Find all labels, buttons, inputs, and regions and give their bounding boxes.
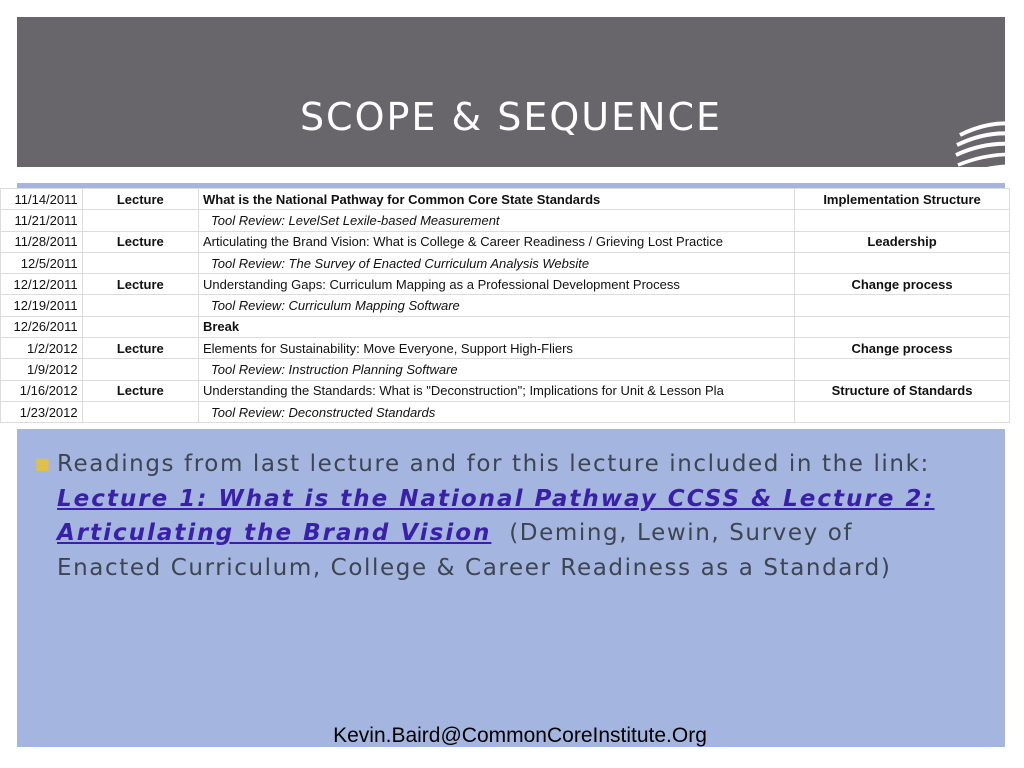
topic-cell: Tool Review: LevelSet Lexile-based Measurement	[198, 210, 794, 231]
date-cell: 11/21/2011	[1, 210, 83, 231]
footer-email: Kevin.Baird@CommonCoreInstitute.Org	[333, 724, 707, 747]
table-row	[1, 274, 1010, 295]
type-cell: Lecture	[82, 380, 198, 401]
theme-cell: Implementation Structure	[795, 189, 1010, 210]
date-cell: 12/19/2011	[1, 295, 83, 316]
topic-cell: Tool Review: Instruction Planning Software	[198, 359, 794, 380]
slide-title: SCOPE & SEQUENCE	[299, 95, 723, 139]
theme-cell	[795, 252, 1010, 273]
type-cell: Lecture	[82, 231, 198, 252]
date-cell: 1/2/2012	[1, 338, 83, 359]
topic-cell: Tool Review: Deconstructed Standards	[198, 401, 794, 422]
topic-cell: Understanding the Standards: What is "Deconstruction"; Implications for Unit & Lesson Pla	[198, 380, 794, 401]
bullet-tail-text: (Deming, Lewin, Survey of Enacted Curriculum, College & Career Readiness as a Standard)	[57, 520, 892, 581]
wave-logo-icon	[952, 115, 1022, 185]
schedule-table	[0, 188, 1010, 423]
theme-cell: Change process	[795, 274, 1010, 295]
topic-cell: Understanding Gaps: Curriculum Mapping as a Professional Development Process	[198, 274, 794, 295]
theme-cell: Leadership	[795, 231, 1010, 252]
table-row	[1, 338, 1010, 359]
table-row	[1, 316, 1010, 337]
date-cell: 12/5/2011	[1, 252, 83, 273]
content-area	[17, 429, 1005, 747]
theme-cell	[795, 210, 1010, 231]
bullet-square-icon: ■	[35, 454, 52, 473]
type-cell	[82, 316, 198, 337]
table-row	[1, 210, 1010, 231]
type-cell	[82, 295, 198, 316]
table-row	[1, 401, 1010, 422]
theme-cell	[795, 295, 1010, 316]
bullet-item	[35, 447, 947, 585]
topic-cell: Tool Review: The Survey of Enacted Curriculum Analysis Website	[198, 252, 794, 273]
theme-cell	[795, 316, 1010, 337]
date-cell: 12/12/2011	[1, 274, 83, 295]
bullet-lead-text: Readings from last lecture and for this lecture included in the link:	[57, 451, 930, 477]
title-band	[17, 17, 1005, 167]
table-row	[1, 231, 1010, 252]
date-cell: 11/14/2011	[1, 189, 83, 210]
date-cell: 12/26/2011	[1, 316, 83, 337]
type-cell: Lecture	[82, 338, 198, 359]
table-row	[1, 380, 1010, 401]
readings-link[interactable]: Lecture 1: What is the National Pathway CCSS & Lecture 2: Articulating the Brand Vision	[57, 485, 935, 546]
date-cell: 1/16/2012	[1, 380, 83, 401]
topic-cell: Elements for Sustainability: Move Everyone, Support High-Fliers	[198, 338, 794, 359]
type-cell	[82, 359, 198, 380]
table-row	[1, 295, 1010, 316]
table-row	[1, 252, 1010, 273]
table-row	[1, 189, 1010, 210]
table-row	[1, 359, 1010, 380]
topic-cell: Articulating the Brand Vision: What is College & Career Readiness / Grieving Lost Practice	[198, 231, 794, 252]
type-cell: Lecture	[82, 274, 198, 295]
theme-cell: Change process	[795, 338, 1010, 359]
topic-cell: Tool Review: Curriculum Mapping Software	[198, 295, 794, 316]
theme-cell	[795, 359, 1010, 380]
topic-cell: Break	[198, 316, 794, 337]
date-cell: 1/23/2012	[1, 401, 83, 422]
topic-cell: What is the National Pathway for Common Core State Standards	[198, 189, 794, 210]
type-cell: Lecture	[82, 189, 198, 210]
theme-cell	[795, 401, 1010, 422]
date-cell: 1/9/2012	[1, 359, 83, 380]
type-cell	[82, 252, 198, 273]
type-cell	[82, 210, 198, 231]
type-cell	[82, 401, 198, 422]
theme-cell: Structure of Standards	[795, 380, 1010, 401]
date-cell: 11/28/2011	[1, 231, 83, 252]
